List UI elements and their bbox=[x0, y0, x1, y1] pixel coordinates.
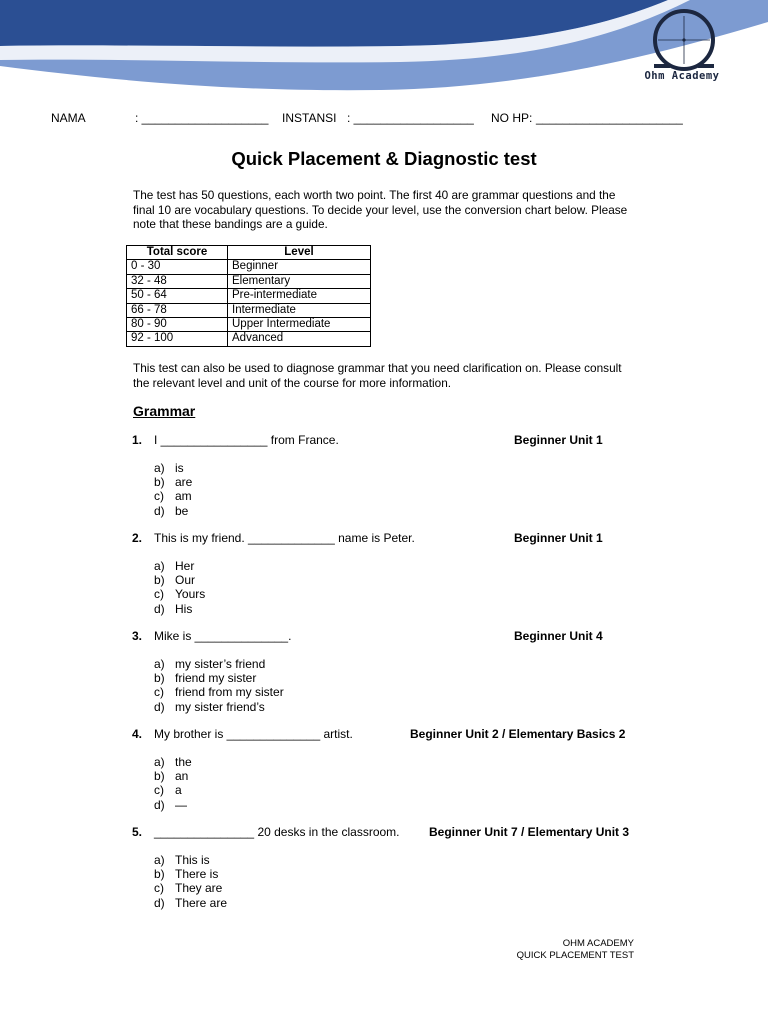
table-row bbox=[127, 289, 371, 303]
question-options bbox=[154, 559, 205, 616]
nama-field[interactable]: : ___________________ bbox=[135, 111, 269, 125]
option-letter: a) bbox=[154, 559, 165, 573]
section-title-grammar: Grammar bbox=[133, 403, 196, 419]
option-a[interactable] bbox=[154, 559, 205, 573]
option-letter: a) bbox=[154, 461, 165, 475]
diagnose-paragraph bbox=[133, 361, 638, 390]
instansi-label: INSTANSI bbox=[282, 111, 337, 125]
option-a[interactable] bbox=[154, 755, 192, 769]
option-text: is bbox=[175, 461, 184, 475]
option-letter: c) bbox=[154, 489, 164, 504]
option-letter: b) bbox=[154, 475, 165, 490]
question-options bbox=[154, 853, 227, 910]
question-reference: Beginner Unit 1 bbox=[514, 433, 603, 447]
option-letter: c) bbox=[154, 587, 164, 602]
question-options bbox=[154, 461, 192, 518]
intro-paragraph bbox=[133, 188, 638, 232]
option-letter: a) bbox=[154, 755, 165, 769]
option-text: There is bbox=[175, 867, 219, 882]
option-text: Yours bbox=[175, 587, 206, 602]
option-text: His bbox=[175, 601, 193, 616]
level-cell: Intermediate bbox=[228, 303, 371, 317]
option-letter: d) bbox=[154, 797, 165, 812]
option-letter: b) bbox=[154, 671, 165, 686]
option-text: am bbox=[175, 489, 192, 504]
option-b[interactable] bbox=[154, 671, 284, 685]
logo-wordmark: Ohm Academy bbox=[644, 70, 720, 82]
table-header-row bbox=[127, 246, 371, 260]
score-cell: 92 - 100 bbox=[127, 332, 228, 346]
intro-line: note that these bandings are a guide. bbox=[133, 217, 328, 231]
nohp-field[interactable]: ______________________ bbox=[536, 111, 683, 125]
instansi-field[interactable]: : __________________ bbox=[347, 111, 474, 125]
option-text: friend from my sister bbox=[175, 685, 284, 700]
nama-label: NAMA bbox=[51, 111, 86, 125]
option-c[interactable] bbox=[154, 587, 205, 601]
option-c[interactable] bbox=[154, 783, 192, 797]
option-letter: c) bbox=[154, 881, 164, 896]
question-options bbox=[154, 657, 284, 714]
table-row bbox=[127, 318, 371, 332]
level-cell: Advanced bbox=[228, 332, 371, 346]
option-text: They are bbox=[175, 881, 223, 896]
level-cell: Pre-intermediate bbox=[228, 289, 371, 303]
option-d[interactable] bbox=[154, 896, 227, 910]
table-row bbox=[127, 274, 371, 288]
header-level: Level bbox=[228, 246, 371, 260]
option-text: a bbox=[175, 783, 182, 798]
option-text: Our bbox=[175, 573, 196, 588]
option-d[interactable] bbox=[154, 602, 205, 616]
option-text: There are bbox=[175, 895, 228, 910]
option-d[interactable] bbox=[154, 798, 192, 812]
option-d[interactable] bbox=[154, 504, 192, 518]
intro-line: final 10 are vocabulary questions. To decide your level, use the conversion chart below. Please bbox=[133, 202, 628, 217]
diagnose-line: This test can also be used to diagnose grammar that you need clarification on. Please consult bbox=[133, 361, 622, 375]
option-letter: b) bbox=[154, 769, 165, 784]
question-text: Mike is ______________. bbox=[154, 629, 292, 643]
option-text: are bbox=[175, 475, 193, 490]
question-number: 5. bbox=[132, 825, 143, 839]
nohp-label: NO HP: bbox=[491, 111, 533, 125]
question-reference: Beginner Unit 1 bbox=[514, 531, 603, 545]
question-reference: Beginner Unit 7 / Elementary Unit 3 bbox=[429, 825, 630, 839]
option-letter: c) bbox=[154, 685, 164, 700]
footer-line: QUICK PLACEMENT TEST bbox=[516, 949, 634, 961]
page-title: Quick Placement & Diagnostic test bbox=[231, 148, 537, 169]
table-row bbox=[127, 260, 371, 274]
table-row bbox=[127, 332, 371, 346]
option-text: This is bbox=[175, 853, 210, 867]
option-text: my sister’s friend bbox=[175, 657, 266, 671]
question-text: This is my friend. _____________ name is Peter. bbox=[154, 531, 415, 545]
option-text: an bbox=[175, 769, 189, 784]
option-c[interactable] bbox=[154, 881, 227, 895]
intro-line: The test has 50 questions, each worth two point. The first 40 are grammar questions and the bbox=[133, 188, 616, 202]
option-text: friend my sister bbox=[175, 671, 257, 686]
option-b[interactable] bbox=[154, 475, 192, 489]
option-letter: a) bbox=[154, 657, 165, 671]
option-a[interactable] bbox=[154, 657, 284, 671]
option-letter: d) bbox=[154, 895, 165, 910]
score-cell: 80 - 90 bbox=[127, 318, 228, 332]
option-b[interactable] bbox=[154, 867, 227, 881]
option-text: — bbox=[175, 797, 187, 812]
option-text: be bbox=[175, 503, 189, 518]
option-d[interactable] bbox=[154, 700, 284, 714]
question-text: I ________________ from France. bbox=[154, 433, 339, 447]
option-c[interactable] bbox=[154, 685, 284, 699]
score-cell: 50 - 64 bbox=[127, 289, 228, 303]
question-number: 3. bbox=[132, 629, 143, 643]
question-reference: Beginner Unit 4 bbox=[514, 629, 603, 643]
score-cell: 0 - 30 bbox=[127, 260, 228, 274]
diagnose-line: the relevant level and unit of the course for more information. bbox=[133, 375, 452, 390]
question-number: 4. bbox=[132, 727, 143, 741]
option-b[interactable] bbox=[154, 573, 205, 587]
question-text: _______________ 20 desks in the classroom. bbox=[154, 825, 400, 839]
option-letter: d) bbox=[154, 503, 165, 518]
option-c[interactable] bbox=[154, 489, 192, 503]
option-letter: d) bbox=[154, 699, 165, 714]
option-text: the bbox=[175, 755, 192, 769]
option-a[interactable] bbox=[154, 853, 227, 867]
option-a[interactable] bbox=[154, 461, 192, 475]
score-cell: 66 - 78 bbox=[127, 303, 228, 317]
option-letter: a) bbox=[154, 853, 165, 867]
option-b[interactable] bbox=[154, 769, 192, 783]
question-number: 2. bbox=[132, 531, 143, 545]
question-reference: Beginner Unit 2 / Elementary Basics 2 bbox=[410, 727, 626, 741]
score-conversion-table bbox=[126, 245, 371, 347]
header-total-score: Total score bbox=[127, 246, 228, 260]
question-text: My brother is ______________ artist. bbox=[154, 727, 353, 741]
option-letter: b) bbox=[154, 867, 165, 882]
option-letter: b) bbox=[154, 573, 165, 588]
score-cell: 32 - 48 bbox=[127, 274, 228, 288]
table-row bbox=[127, 303, 371, 317]
page-footer bbox=[480, 938, 634, 961]
question-options bbox=[154, 755, 192, 812]
level-cell: Elementary bbox=[228, 274, 371, 288]
option-letter: d) bbox=[154, 601, 165, 616]
option-letter: c) bbox=[154, 783, 164, 798]
option-text: Her bbox=[175, 559, 195, 573]
level-cell: Upper Intermediate bbox=[228, 318, 371, 332]
footer-line: OHM ACADEMY bbox=[562, 938, 634, 949]
option-text: my sister friend’s bbox=[175, 699, 265, 714]
level-cell: Beginner bbox=[228, 260, 371, 274]
question-number: 1. bbox=[132, 433, 143, 447]
